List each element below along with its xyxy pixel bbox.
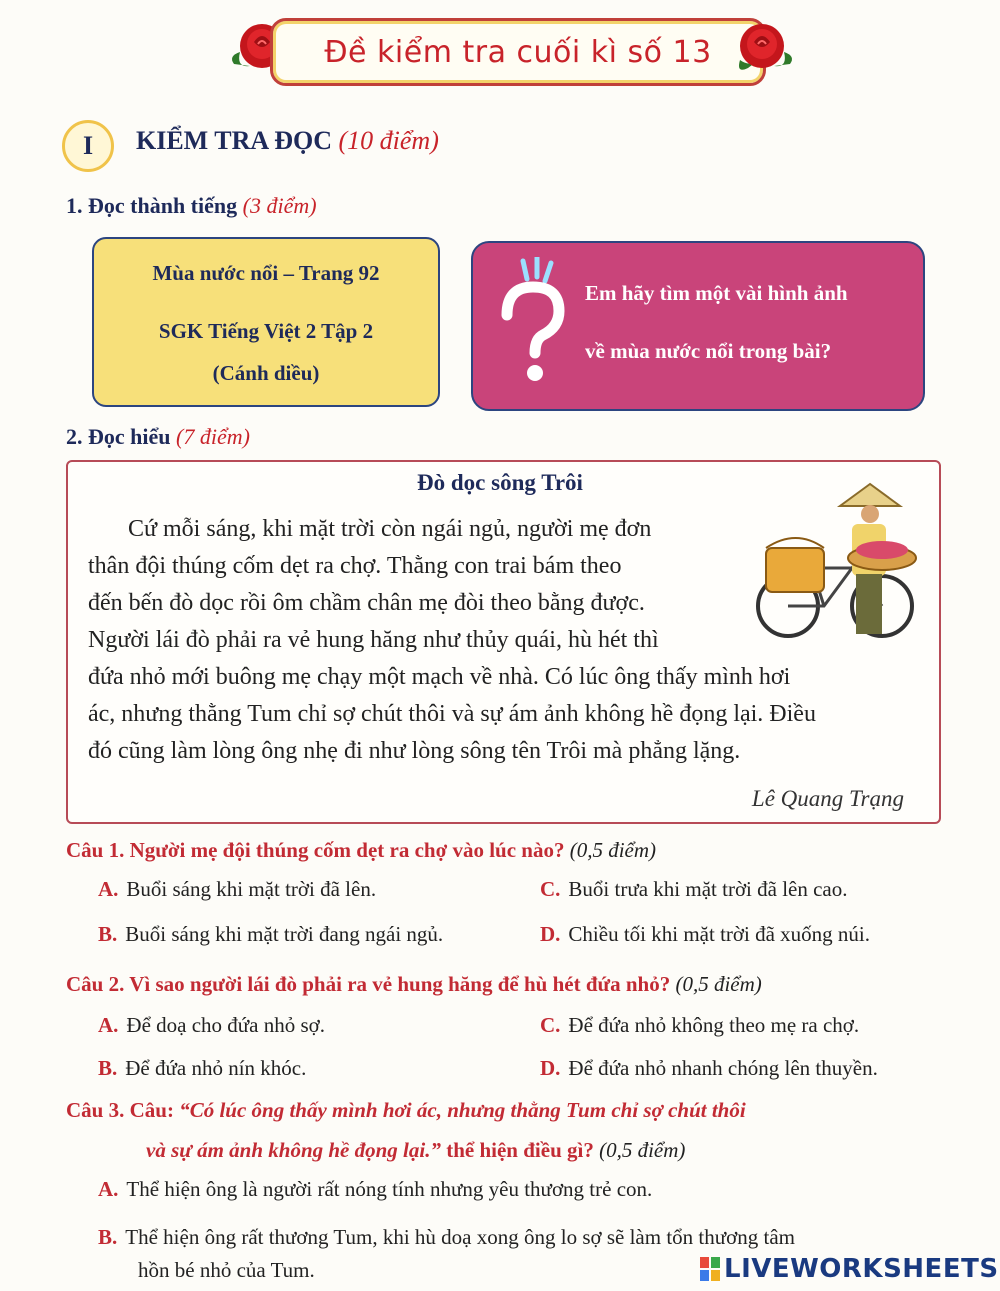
section-heading-points: (10 điểm) (338, 126, 439, 155)
question-mark-icon (493, 257, 573, 387)
question-points: (0,5 điểm) (675, 972, 762, 996)
answer-option[interactable] (98, 922, 443, 947)
question-label: Câu 1. (66, 838, 125, 862)
option-text: Chiều tối khi mặt trời đã xuống núi. (568, 922, 870, 946)
answer-option[interactable] (540, 1056, 878, 1081)
option-text: Để đứa nhỏ nín khóc. (125, 1056, 307, 1080)
option-letter: B. (98, 1225, 118, 1249)
reading-source-box (92, 237, 440, 407)
option-text: Buổi sáng khi mặt trời đang ngái ngủ. (125, 922, 444, 946)
answer-option[interactable] (540, 877, 848, 902)
story-line: Người lái đò phải ra vẻ hung hăng như thủy quái, hù hét thì (88, 627, 659, 653)
reading-prompt-box (471, 241, 925, 411)
option-text: Buổi trưa khi mặt trời đã lên cao. (568, 877, 848, 901)
question-quote: “Có lúc ông thấy mình hơi ác, nhưng thằng Tum chỉ sợ chút thôi (179, 1098, 746, 1122)
answer-option[interactable] (98, 1177, 652, 1202)
part1-number: 1. (66, 193, 83, 218)
story-line: Cứ mỗi sáng, khi mặt trời còn ngái ngủ, người mẹ đơn (128, 516, 652, 542)
question-points: (0,5 điểm) (599, 1138, 686, 1162)
part1-heading (66, 193, 317, 219)
story-line: đứa nhỏ mới buông mẹ chạy một mạch về nhà. Có lúc ông thấy mình hơi (88, 664, 791, 690)
part2-heading (66, 424, 250, 450)
option-letter: A. (98, 877, 119, 901)
page-title: Đề kiểm tra cuối kì số 13 (324, 34, 712, 70)
answer-option[interactable] (98, 877, 376, 902)
question-2 (66, 972, 762, 997)
question-3-continued (146, 1138, 685, 1163)
watermark-text: LIVEWORKSHEETS (724, 1254, 999, 1284)
answer-option[interactable] (540, 1013, 859, 1038)
part1-points: (3 điểm) (242, 193, 317, 218)
section-badge: I (62, 120, 114, 172)
answer-option[interactable] (540, 922, 870, 947)
question-3 (66, 1098, 746, 1123)
story-author: Lê Quang Trạng (751, 786, 904, 811)
option-letter: B. (98, 922, 118, 946)
question-text: thể hiện điều gì? (446, 1138, 594, 1162)
reading-source-line: (Cánh diều) (212, 361, 320, 385)
option-letter: C. (540, 877, 561, 901)
question-1 (66, 838, 656, 863)
reading-source-line: Mùa nước nổi – Trang 92 (152, 261, 380, 285)
option-letter: D. (540, 922, 561, 946)
answer-option[interactable] (98, 1056, 306, 1081)
part2-title: Đọc hiểu (88, 424, 171, 449)
option-text: Để đứa nhỏ nhanh chóng lên thuyền. (568, 1056, 878, 1080)
option-text: Để đứa nhỏ không theo mẹ ra chợ. (568, 1013, 860, 1037)
option-letter: D. (540, 1056, 561, 1080)
reading-source-line: SGK Tiếng Việt 2 Tập 2 (158, 319, 374, 343)
rose-right-icon (728, 16, 798, 82)
question-points: (0,5 điểm) (569, 838, 657, 862)
question-label: Câu 3. (66, 1098, 125, 1122)
question-text: Vì sao người lái đò phải ra vẻ hung hăng để hù hét đứa nhỏ? (129, 972, 671, 996)
answer-option[interactable] (98, 1225, 795, 1250)
part1-title: Đọc thành tiếng (88, 193, 238, 218)
title-banner (270, 18, 766, 86)
part2-points: (7 điểm) (176, 424, 250, 449)
question-text: Người mẹ đội thúng cốm dẹt ra chợ vào lúc nào? (129, 838, 565, 862)
liveworksheets-watermark (700, 1254, 999, 1284)
option-letter: A. (98, 1177, 119, 1201)
story-title: Đò dọc sông Trôi (417, 470, 583, 495)
question-label: Câu 2. (66, 972, 125, 996)
option-letter: B. (98, 1056, 118, 1080)
story-line: đến bến đò dọc rồi ôm chầm chân mẹ đòi theo bằng được. (88, 590, 645, 616)
reading-prompt-line: về mùa nước nổi trong bài? (585, 339, 832, 363)
option-letter: A. (98, 1013, 119, 1037)
option-text-continued: hồn bé nhỏ của Tum. (138, 1258, 315, 1282)
story-line: thân đội thúng cốm dẹt ra chợ. Thằng con trai bám theo (88, 553, 622, 579)
option-letter: C. (540, 1013, 561, 1037)
reading-prompt-line: Em hãy tìm một vài hình ảnh (585, 281, 848, 305)
woman-bicycle-illustration (752, 478, 922, 648)
option-text: Thể hiện ông rất thương Tum, khi hù doạ xong ông lo sợ sẽ làm tổn thương tâm (125, 1225, 795, 1249)
answer-option[interactable] (98, 1013, 325, 1038)
part2-number: 2. (66, 424, 83, 449)
option-text: Thể hiện ông là người rất nóng tính nhưng yêu thương trẻ con. (126, 1177, 653, 1201)
question-quote: và sự ám ảnh không hề đọng lại.” (146, 1138, 441, 1162)
liveworksheets-logo-icon (700, 1257, 720, 1281)
story-line: đó cũng làm lòng ông nhẹ đi như lòng sông tên Trôi mà phẳng lặng. (88, 738, 741, 764)
option-text: Buổi sáng khi mặt trời đã lên. (126, 877, 377, 901)
option-text: Để doạ cho đứa nhỏ sợ. (126, 1013, 326, 1037)
question-prefix: Câu: (129, 1098, 174, 1122)
story-line: ác, nhưng thằng Tum chỉ sợ chút thôi và sự ám ảnh không hề đọng lại. Điều (88, 701, 816, 727)
section-heading-text: KIỂM TRA ĐỌC (136, 126, 332, 155)
section-heading (136, 126, 439, 156)
